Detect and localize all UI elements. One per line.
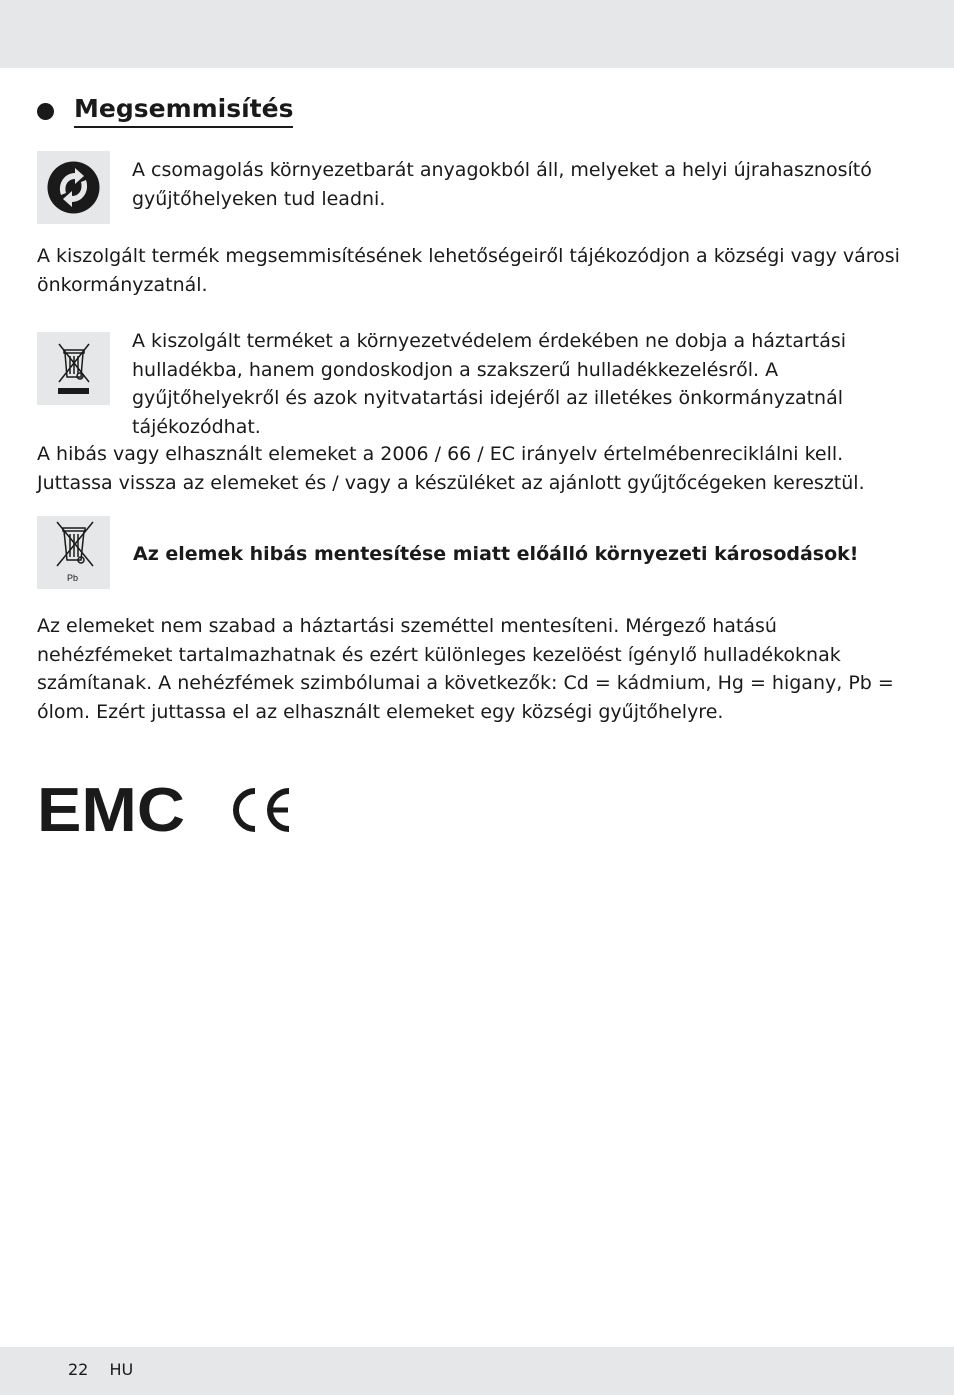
page-number: 22	[68, 1360, 89, 1379]
weee-paragraph: A kiszolgált terméket a környezetvédelem érdekében ne dobja a háztartási hulladékba, hanem gondoskodjon a szakszerű hulladékkezelésről. A gyűjtőhelyekről és azok nyitvatartási idejéről az illetékes önkormányzatnál tájékozódhat.	[132, 330, 847, 438]
packaging-paragraph: A csomagolás környezetbarát anyagokból áll, melyeket a helyi újrahasznosító gyűjtőhelyeken tud leadni.	[132, 159, 872, 210]
language-code: HU	[109, 1360, 134, 1379]
ce-mark-icon	[228, 787, 292, 833]
green-dot-recycling-icon	[37, 151, 110, 224]
header-band	[0, 0, 954, 68]
warning-text: Az elemek hibás mentesítése miatt előálló környezeti károsodások!	[133, 543, 859, 565]
pb-label: Pb	[67, 573, 79, 583]
disposal-info-paragraph: A kiszolgált termék megsemmisítésének lehetőségeiről tájékozódjon a községi vagy városi önkormányzatnál.	[37, 245, 900, 296]
bullet-icon	[37, 103, 54, 120]
heavy-metals-paragraph: Az elemeket nem szabad a háztartási szeméttel mentesíteni. Mérgező hatású nehézfémeket tartalmazhatnak és ezért különleges kezelöést ígénylő hulladékoknak számítanak. A nehézfémek szimbólumai a következők: Cd = kádmium, Hg = higany, Pb = ólom. Ezért juttassa el az elhasznált elemeket egy községi gyűjtőhelyre.	[37, 615, 894, 723]
emc-mark: EMC	[37, 778, 186, 838]
section-title: Megsemmisítés	[74, 94, 293, 128]
section-heading	[37, 94, 293, 128]
crossed-out-bin-pb-icon	[37, 516, 110, 589]
emc-logo	[37, 778, 187, 838]
crossed-out-bin-icon	[37, 332, 110, 405]
batteries-directive-paragraph: A hibás vagy elhasznált elemeket a 2006 / 66 / EC irányelv értelmébenreciklálni kell. Juttassa vissza az elemeket és / vagy a készüléket az ajánlott gyűjtőcégeken keresztül.	[37, 443, 865, 494]
footer	[68, 1360, 149, 1379]
